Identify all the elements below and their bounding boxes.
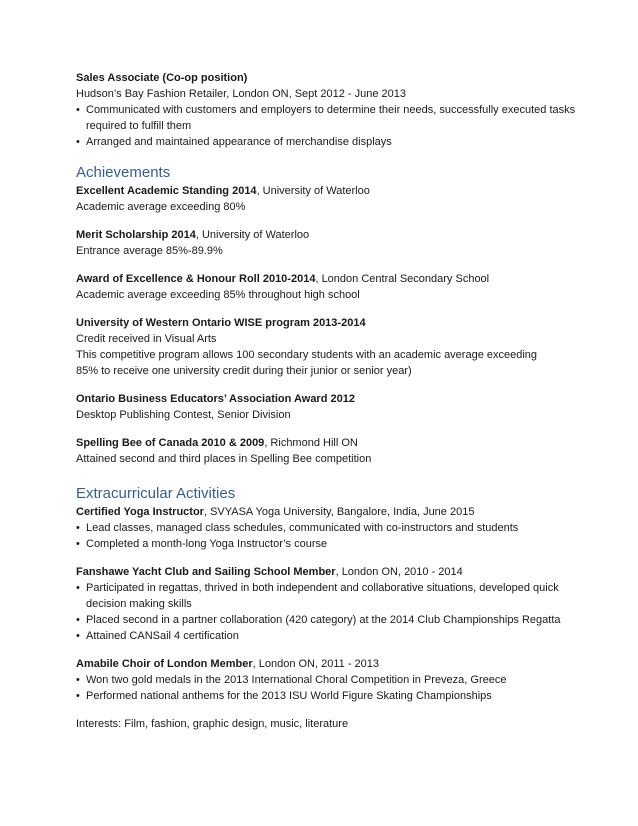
achievement-detail: , University of Waterloo: [195, 229, 310, 241]
activity-bullet: • Participated in regattas, thrived in both independent and collaborative situations, developed quick decision making skills: [76, 582, 559, 610]
activity-bullet: • Performed national anthems for the 2013 ISU World Figure Skating Championships: [76, 690, 492, 702]
activity-item: [76, 564, 576, 644]
achievement-item: [76, 435, 576, 467]
job-employer: Hudson’s Bay Fashion Retailer, London ON, Sept 2012 - June 2013: [76, 88, 407, 100]
achievement-description: Credit received in Visual Arts: [76, 333, 217, 345]
achievement-detail: , University of Waterloo: [256, 185, 370, 197]
achievement-title: Merit Scholarship 2014: [76, 229, 196, 241]
achievement-title: Spelling Bee of Canada 2010 & 2009: [76, 437, 265, 449]
activity-detail: , London ON, 2011 - 2013: [252, 658, 380, 670]
extracurricular-heading: Extracurricular Activities: [76, 485, 236, 502]
interests-line: Interests: Film, fashion, graphic design, music, literature: [76, 718, 349, 730]
activity-title: Fanshawe Yacht Club and Sailing School Member: [76, 566, 336, 578]
activity-bullet: • Placed second in a partner collaboration (420 category) at the 2014 Club Championships Regatta: [76, 614, 561, 626]
achievement-description: Desktop Publishing Contest, Senior Division: [76, 409, 291, 421]
job-title: Sales Associate (Co-op position): [76, 72, 248, 84]
activity-title: Certified Yoga Instructor: [76, 506, 204, 518]
achievement-description: Academic average exceeding 80%: [76, 201, 246, 213]
bullet-icon: •: [76, 522, 80, 534]
activity-bullet: • Lead classes, managed class schedules, communicated with co-instructors and students: [76, 522, 519, 534]
resume-page: [76, 70, 576, 732]
bullet-icon: •: [76, 614, 80, 626]
activity-bullet: • Attained CANSail 4 certification: [76, 630, 239, 642]
achievement-description: Entrance average 85%-89.9%: [76, 245, 223, 257]
activity-detail: , London ON, 2010 - 2014: [335, 566, 463, 578]
bullet-icon: •: [76, 674, 80, 686]
achievement-description: Attained second and third places in Spelling Bee competition: [76, 453, 372, 465]
job-bullet: • Arranged and maintained appearance of merchandise displays: [76, 136, 392, 148]
activity-detail: , SVYASA Yoga University, Bangalore, India, June 2015: [203, 506, 475, 518]
activity-title: Amabile Choir of London Member: [76, 658, 253, 670]
job-entry: [76, 70, 576, 150]
activity-bullet: • Completed a month-long Yoga Instructor’s course: [76, 538, 328, 550]
bullet-icon: •: [76, 538, 80, 550]
achievement-title: Ontario Business Educators’ Association Award 2012: [76, 393, 355, 405]
achievement-item: [76, 183, 576, 215]
achievement-description: 85% to receive one university credit during their junior or senior year): [76, 365, 412, 377]
activity-bullet: • Won two gold medals in the 2013 International Choral Competition in Preveza, Greece: [76, 674, 507, 686]
bullet-icon: •: [76, 630, 80, 642]
achievements-heading: Achievements: [76, 164, 171, 181]
achievement-title: Award of Excellence & Honour Roll 2010-2014: [76, 273, 316, 285]
achievement-detail: , Richmond Hill ON: [264, 437, 358, 449]
activity-item: [76, 504, 576, 552]
achievement-item: [76, 271, 576, 303]
achievement-item: [76, 227, 576, 259]
achievement-title: University of Western Ontario WISE program 2013-2014: [76, 317, 366, 329]
bullet-icon: •: [76, 104, 80, 116]
achievement-item: [76, 391, 576, 423]
activity-item: [76, 656, 576, 704]
achievement-detail: , London Central Secondary School: [315, 273, 490, 285]
achievement-title: Excellent Academic Standing 2014: [76, 185, 257, 197]
job-bullet: • Communicated with customers and employers to determine their needs, successfully executed tasks required to fulfill them: [76, 104, 576, 132]
bullet-icon: •: [76, 582, 80, 594]
achievement-description: This competitive program allows 100 secondary students with an academic average exceeding: [76, 349, 538, 361]
bullet-icon: •: [76, 690, 80, 702]
achievement-description: Academic average exceeding 85% throughout high school: [76, 289, 360, 301]
bullet-icon: •: [76, 136, 80, 148]
achievement-item: [76, 315, 576, 379]
